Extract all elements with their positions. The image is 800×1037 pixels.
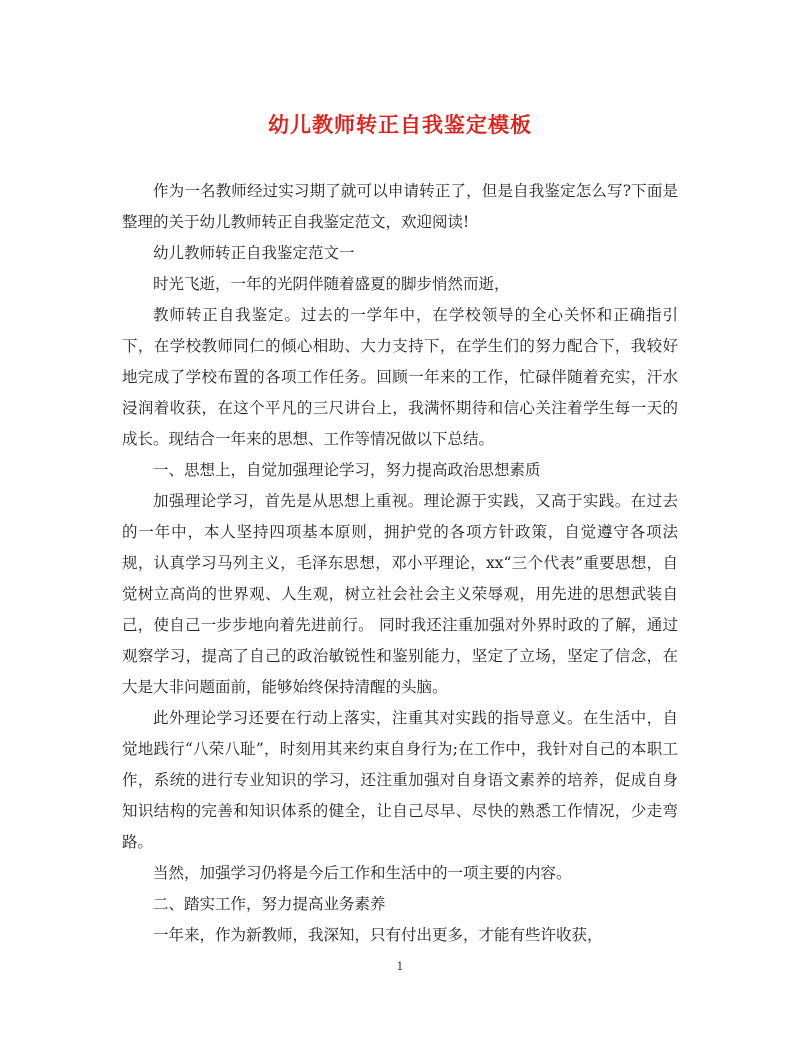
paragraph-theory-study: 加强理论学习，首先是从思想上重视。理论源于实践，又高于实践。在过去的一年中，本人坚持四项基本原则，拥护党的各项方针政策，自觉遵守各项法规，认真学习马列主义，毛泽东思想，邓小平理论，xx“三个代表”重要思想，自觉树立高尚的世界观、人生观，树立社会社会主义荣辱观，用先进的思想武装自己，使自己一步步地向着先进前行。 同时我还注重加强对外界时政的了解，通过观察学习，提高了自己的政治敏锐性和鉴别能力，坚定了立场，坚定了信念，在大是大非问题面前，能够始终保持清醒的头脑。 bbox=[122, 492, 678, 696]
paragraph-practice: 此外理论学习还要在行动上落实，注重其对实践的指导意义。在生活中，自觉地践行“八荣八耻”，时刻用其来约束自身行为;在工作中，我针对自己的本职工作，系统的进行专业知识的学习，还注重加强对自身语文素养的培养，促成自身知识结构的完善和知识体系的健全，让自己尽早、尽快的熟悉工作情况，少走弯路。 bbox=[122, 709, 678, 851]
document-body bbox=[122, 176, 678, 951]
paragraph-sample-heading: 幼儿教师转正自我鉴定范文一 bbox=[153, 244, 355, 262]
page-number: 1 bbox=[396, 960, 404, 973]
paragraph-intro: 作为一名教师经过实习期了就可以申请转正了，但是自我鉴定怎么写?下面是整理的关于幼儿教师转正自我鉴定范文，欢迎阅读! bbox=[122, 182, 678, 231]
paragraph-opening: 时光飞逝，一年的光阴伴随着盛夏的脚步悄然而逝， bbox=[153, 275, 510, 293]
document-title: 幼儿教师转正自我鉴定模板 bbox=[268, 112, 532, 137]
paragraph-continued-study: 当然，加强学习仍将是今后工作和生活中的一项主要的内容。 bbox=[153, 864, 572, 882]
section-heading-ideology: 一、思想上，自觉加强理论学习，努力提高政治思想素质 bbox=[153, 461, 541, 479]
paragraph-self-assessment: 教师转正自我鉴定。过去的一学年中，在学校领导的全心关怀和正确指引下，在学校教师同仁的倾心相助、大力支持下，在学生们的努力配合下，我较好地完成了学校布置的各项工作任务。回顾一年来的工作，忙碌伴随着充实，汗水浸润着收获，在这个平凡的三尺讲台上，我满怀期待和信心关注着学生每一天的成长。现结合一年来的思想、工作等情况做以下总结。 bbox=[122, 306, 678, 448]
paragraph-new-teacher: 一年来，作为新教师，我深知，只有付出更多，才能有些许收获， bbox=[153, 926, 603, 944]
section-heading-work: 二、踏实工作，努力提高业务素养 bbox=[153, 895, 386, 913]
